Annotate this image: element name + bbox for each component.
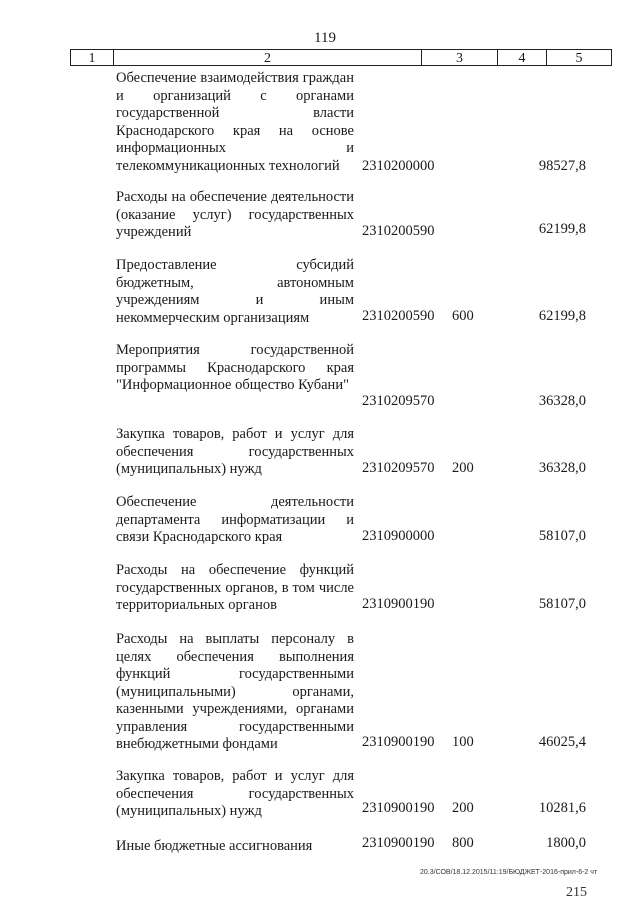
row-description: Расходы на выплаты персоналу в целях обеспечения выполнения функций государственными (муниципальными) органами, казенными учреждениями, органами управления государственными внебюджетными фондами	[116, 631, 354, 752]
row-code: 2310900190	[362, 596, 435, 612]
page-number: 119	[314, 30, 336, 46]
row-amount: 10281,6	[538, 800, 586, 816]
row-expense-type: 600	[452, 308, 474, 324]
row-code: 2310209570	[362, 460, 435, 476]
row-description: Закупка товаров, работ и услуг для обеспечения государственных (муниципальных) нужд	[116, 768, 354, 819]
row-description: Обеспечение деятельности департамента информатизации и связи Краснодарского края	[116, 494, 354, 545]
header-col-5: 5	[575, 51, 583, 66]
row-amount: 58107,0	[538, 596, 586, 612]
row-amount: 58107,0	[538, 528, 586, 544]
row-amount: 1800,0	[546, 835, 586, 851]
row-code: 2310200590	[362, 308, 435, 324]
row-expense-type: 200	[452, 460, 474, 476]
row-description: Предоставление субсидий бюджетным, автономным учреждениям и иным некоммерческим организациям	[116, 257, 354, 326]
row-amount: 36328,0	[538, 393, 586, 409]
row-amount: 98527,8	[538, 158, 586, 174]
table-header	[70, 49, 612, 66]
row-amount: 62199,8	[538, 308, 586, 324]
footer-note: 20.3/СОВ/18.12.2015/11:19/БЮДЖЕТ-2016-прил-6-2 чт	[420, 869, 598, 876]
corner-page-number: 215	[566, 885, 587, 900]
row-expense-type: 800	[452, 835, 474, 851]
row-code: 2310900190	[362, 835, 435, 851]
row-amount: 46025,4	[538, 734, 586, 750]
row-amount: 62199,8	[538, 221, 586, 237]
row-code: 2310200000	[362, 158, 435, 174]
row-description: Иные бюджетные ассигнования	[116, 838, 313, 854]
header-col-3: 3	[422, 50, 498, 65]
row-description: Закупка товаров, работ и услуг для обеспечения государственных (муниципальных) нужд	[116, 426, 354, 477]
row-description: Мероприятия государственной программы Краснодарского края "Информационное общество Кубани"	[116, 342, 354, 393]
header-col-2: 2	[114, 50, 422, 65]
row-code: 2310200590	[362, 223, 435, 239]
row-description: Обеспечение взаимодействия граждан и организаций с органами государственной власти Краснодарского края на основе информационных и телекоммуникационных технологий	[116, 70, 354, 174]
row-amount: 36328,0	[538, 460, 586, 476]
row-code: 2310900190	[362, 734, 435, 750]
row-code: 2310900190	[362, 800, 435, 816]
row-code: 2310900000	[362, 528, 435, 544]
row-expense-type: 100	[452, 734, 474, 750]
row-description: Расходы на обеспечение функций государственных органов, в том числе территориальных органов	[116, 562, 354, 613]
header-col-1: 1	[71, 50, 114, 65]
row-expense-type: 200	[452, 800, 474, 816]
row-description: Расходы на обеспечение деятельности (оказание услуг) государственных учреждений	[116, 189, 354, 240]
row-code: 2310209570	[362, 393, 435, 409]
header-col-4: 4	[498, 50, 547, 65]
